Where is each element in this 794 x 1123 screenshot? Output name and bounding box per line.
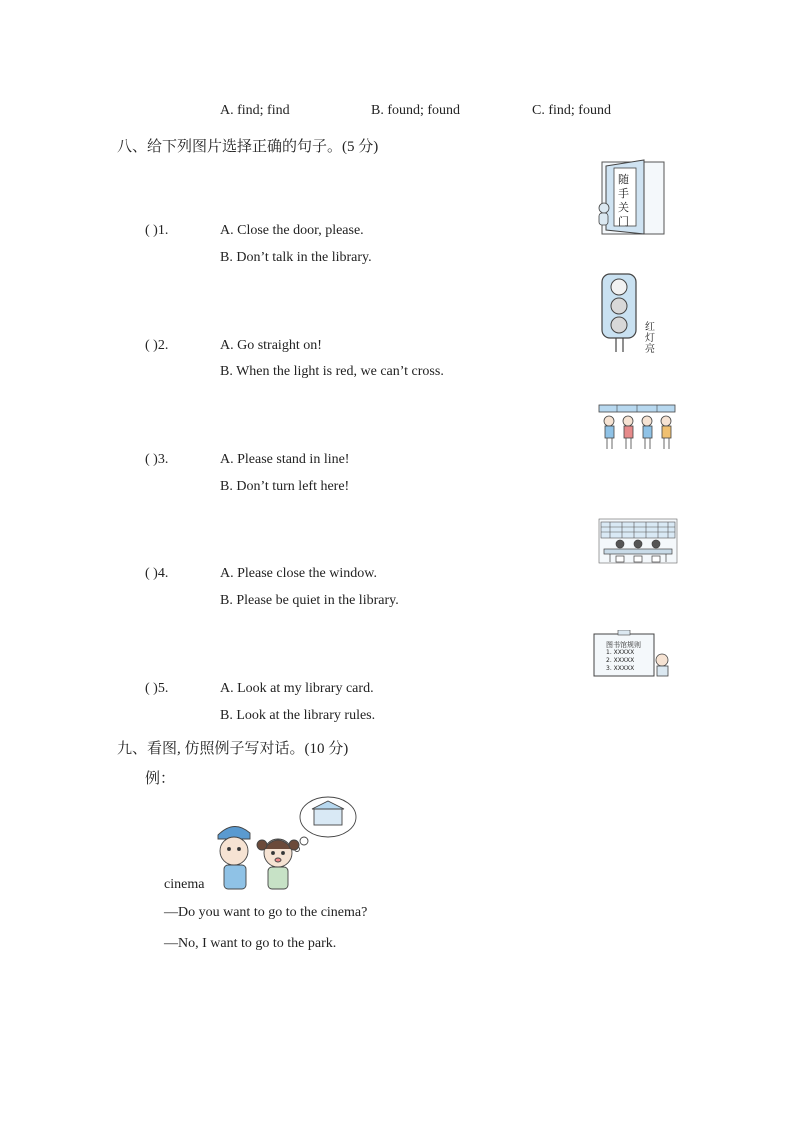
place-label-cinema: cinema <box>164 877 205 892</box>
item3-option-b: B. Don’t turn left here! <box>220 479 350 494</box>
item5-option-a: A. Look at my library card. <box>220 681 374 696</box>
item1-bracket: ( )1. <box>145 223 169 238</box>
library-rules-title: 图书馆规则 <box>606 641 641 649</box>
traffic-light-label-3: 亮 <box>645 344 655 355</box>
section8-title: 八、给下列图片选择正确的句子。(5 分) <box>117 139 379 155</box>
door-sign-text-4: 门 <box>618 216 629 228</box>
q7-option-b: B. found; found <box>371 103 461 118</box>
traffic-light-label-2: 灯 <box>645 333 655 344</box>
item2-option-a: A. Go straight on! <box>220 338 322 353</box>
library-rules-line-3: 3. XXXXX <box>606 665 635 672</box>
door-sign-picture <box>592 158 668 236</box>
item3-option-a: A. Please stand in line! <box>220 452 350 467</box>
library-rules-line-1: 1. XXXXX <box>606 649 635 656</box>
library-rules-picture <box>592 630 677 680</box>
item3-bracket: ( )3. <box>145 452 169 467</box>
item2-option-b: B. When the light is red, we can’t cross. <box>220 364 444 379</box>
library-picture <box>598 518 678 564</box>
item4-bracket: ( )4. <box>145 566 169 581</box>
traffic-light-picture <box>600 272 670 355</box>
q7-option-c: C. find; found <box>532 103 611 118</box>
item4-option-a: A. Please close the window. <box>220 566 377 581</box>
q7-option-a: A. find; find <box>220 103 290 118</box>
item1-option-a: A. Close the door, please. <box>220 223 364 238</box>
example-kids-picture <box>210 795 360 895</box>
item2-bracket: ( )2. <box>145 338 169 353</box>
item4-option-b: B. Please be quiet in the library. <box>220 593 399 608</box>
item5-bracket: ( )5. <box>145 681 169 696</box>
section9-title: 九、看图, 仿照例子写对话。(10 分) <box>117 741 349 757</box>
traffic-light-label-1: 红 <box>645 322 655 333</box>
door-sign-text-3: 关 <box>618 202 629 214</box>
example-label: 例： <box>145 771 176 787</box>
library-rules-line-2: 2. XXXXX <box>606 657 635 664</box>
item5-option-b: B. Look at the library rules. <box>220 708 376 723</box>
item1-option-b: B. Don’t talk in the library. <box>220 250 372 265</box>
example-dialogue-line-2: —No, I want to go to the park. <box>164 936 337 951</box>
door-sign-text-2: 手 <box>618 188 629 200</box>
example-dialogue-line-1: —Do you want to go to the cinema? <box>164 905 368 920</box>
door-sign-text-1: 随 <box>618 174 629 186</box>
kids-in-line-picture <box>597 403 677 453</box>
